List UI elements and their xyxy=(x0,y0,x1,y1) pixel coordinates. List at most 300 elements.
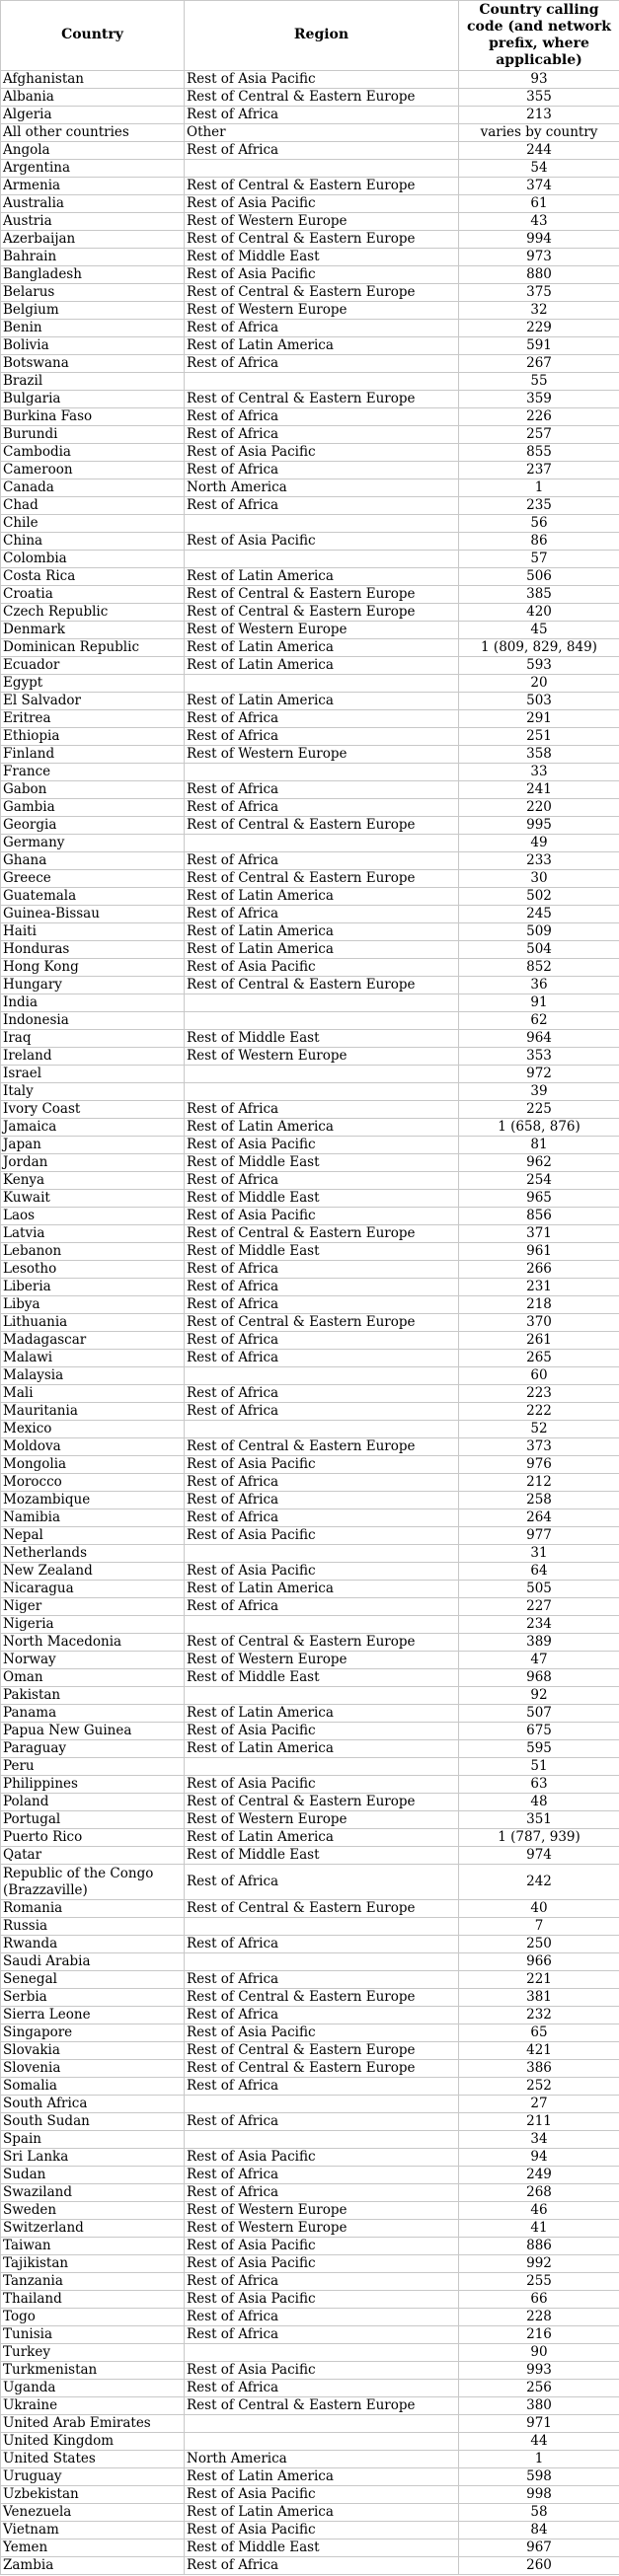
cell-country: Uruguay xyxy=(1,2468,185,2486)
table-row xyxy=(1,337,619,355)
table-row xyxy=(1,1296,619,1314)
table-row xyxy=(1,1669,619,1687)
cell-code: 257 xyxy=(459,426,619,444)
cell-code: 977 xyxy=(459,1527,619,1545)
table-row xyxy=(1,1367,619,1385)
cell-code: 233 xyxy=(459,852,619,870)
cell-code: 994 xyxy=(459,231,619,249)
cell-region: Rest of Africa xyxy=(185,2167,459,2184)
table-row xyxy=(1,1687,619,1705)
table-row xyxy=(1,462,619,479)
cell-region: Rest of Asia Pacific xyxy=(185,2024,459,2042)
cell-code: 61 xyxy=(459,195,619,213)
cell-country: North Macedonia xyxy=(1,1634,185,1652)
cell-country: Finland xyxy=(1,746,185,764)
cell-region: Rest of Africa xyxy=(185,1261,459,1279)
table-row xyxy=(1,977,619,994)
cell-region: Rest of Middle East xyxy=(185,1030,459,1048)
cell-country: Burundi xyxy=(1,426,185,444)
cell-country: Iraq xyxy=(1,1030,185,1048)
cell-region: Rest of Asia Pacific xyxy=(185,1137,459,1154)
cell-country: Thailand xyxy=(1,2291,185,2309)
cell-region: Rest of Middle East xyxy=(185,249,459,266)
cell-code: 93 xyxy=(459,71,619,89)
cell-code: 64 xyxy=(459,1563,619,1581)
cell-code: 964 xyxy=(459,1030,619,1048)
cell-region: Rest of Africa xyxy=(185,462,459,479)
cell-country: Croatia xyxy=(1,586,185,604)
cell-region: Rest of Asia Pacific xyxy=(185,195,459,213)
cell-code: 261 xyxy=(459,1332,619,1350)
cell-code: 66 xyxy=(459,2291,619,2309)
table-row xyxy=(1,1581,619,1598)
cell-code: 216 xyxy=(459,2326,619,2344)
cell-country: Portugal xyxy=(1,1811,185,1829)
cell-country: Guinea-Bissau xyxy=(1,906,185,923)
cell-region: Rest of Central & Eastern Europe xyxy=(185,817,459,835)
table-row xyxy=(1,1829,619,1847)
table-row xyxy=(1,1119,619,1137)
table-row xyxy=(1,444,619,462)
table-row xyxy=(1,2113,619,2131)
cell-code: 51 xyxy=(459,1758,619,1776)
cell-country: Germany xyxy=(1,835,185,852)
cell-country: Honduras xyxy=(1,941,185,959)
cell-region: Rest of Western Europe xyxy=(185,1048,459,1066)
cell-code: 852 xyxy=(459,959,619,977)
cell-region xyxy=(185,1687,459,1705)
table-row xyxy=(1,515,619,533)
cell-code: 373 xyxy=(459,1438,619,1456)
cell-code: 31 xyxy=(459,1545,619,1563)
cell-code: 260 xyxy=(459,2557,619,2575)
cell-region: Rest of Africa xyxy=(185,426,459,444)
cell-country: Latvia xyxy=(1,1225,185,1243)
cell-region: Rest of Western Europe xyxy=(185,2220,459,2238)
table-row xyxy=(1,2522,619,2539)
cell-code: 256 xyxy=(459,2380,619,2397)
cell-code: 91 xyxy=(459,994,619,1012)
cell-country: Mongolia xyxy=(1,1456,185,1474)
table-row xyxy=(1,1865,619,1900)
cell-code: 47 xyxy=(459,1652,619,1669)
cell-country: Ecuador xyxy=(1,657,185,675)
cell-code: 241 xyxy=(459,781,619,799)
table-row xyxy=(1,1438,619,1456)
cell-code: 880 xyxy=(459,266,619,284)
cell-region: Rest of Latin America xyxy=(185,568,459,586)
cell-country: Papua New Guinea xyxy=(1,1723,185,1740)
cell-country: Greece xyxy=(1,870,185,888)
cell-code: 370 xyxy=(459,1314,619,1332)
cell-country: South Africa xyxy=(1,2096,185,2113)
cell-region: Rest of Asia Pacific xyxy=(185,1208,459,1225)
cell-code: 55 xyxy=(459,373,619,391)
cell-country: Norway xyxy=(1,1652,185,1669)
cell-country: Spain xyxy=(1,2131,185,2149)
cell-country: Georgia xyxy=(1,817,185,835)
table-row xyxy=(1,1847,619,1865)
cell-code: 211 xyxy=(459,2113,619,2131)
cell-country: Burkina Faso xyxy=(1,408,185,426)
cell-region: Rest of Africa xyxy=(185,2007,459,2024)
cell-country: United Arab Emirates xyxy=(1,2415,185,2433)
table-row xyxy=(1,2397,619,2415)
cell-code: 998 xyxy=(459,2486,619,2504)
table-row xyxy=(1,2184,619,2202)
cell-country: Denmark xyxy=(1,622,185,639)
cell-code: 30 xyxy=(459,870,619,888)
table-row xyxy=(1,1953,619,1971)
table-row xyxy=(1,2291,619,2309)
cell-region: Rest of Middle East xyxy=(185,1243,459,1261)
table-row xyxy=(1,1936,619,1953)
table-row xyxy=(1,2220,619,2238)
cell-country: Lithuania xyxy=(1,1314,185,1332)
cell-code: 49 xyxy=(459,835,619,852)
cell-country: Ireland xyxy=(1,1048,185,1066)
cell-region xyxy=(185,1012,459,1030)
cell-region: Rest of Africa xyxy=(185,2557,459,2575)
table-row xyxy=(1,2380,619,2397)
cell-country: Nicaragua xyxy=(1,1581,185,1598)
table-row xyxy=(1,870,619,888)
cell-country: United States xyxy=(1,2451,185,2468)
cell-region: Rest of Asia Pacific xyxy=(185,1776,459,1794)
cell-region xyxy=(185,835,459,852)
cell-country: Liberia xyxy=(1,1279,185,1296)
cell-country: China xyxy=(1,533,185,551)
cell-region xyxy=(185,1758,459,1776)
cell-region: Rest of Africa xyxy=(185,1474,459,1492)
cell-country: Costa Rica xyxy=(1,568,185,586)
table-row xyxy=(1,1598,619,1616)
cell-code: 232 xyxy=(459,2007,619,2024)
cell-code: 355 xyxy=(459,89,619,107)
cell-region: Rest of Latin America xyxy=(185,1829,459,1847)
table-row xyxy=(1,391,619,408)
table-row xyxy=(1,906,619,923)
cell-country: Ghana xyxy=(1,852,185,870)
cell-code: 371 xyxy=(459,1225,619,1243)
cell-region: Rest of Central & Eastern Europe xyxy=(185,977,459,994)
table-row xyxy=(1,2326,619,2344)
cell-country: Mauritania xyxy=(1,1403,185,1421)
table-header xyxy=(1,1,619,71)
cell-country: Argentina xyxy=(1,160,185,178)
cell-country: Slovakia xyxy=(1,2042,185,2060)
cell-region xyxy=(185,2415,459,2433)
table-row xyxy=(1,1776,619,1794)
cell-region: Rest of Africa xyxy=(185,1296,459,1314)
table-row xyxy=(1,728,619,746)
cell-region: Rest of Central & Eastern Europe xyxy=(185,870,459,888)
cell-code: 84 xyxy=(459,2522,619,2539)
cell-country: Chad xyxy=(1,497,185,515)
cell-region: Rest of Africa xyxy=(185,906,459,923)
table-row xyxy=(1,1918,619,1936)
cell-code: 1 (809, 829, 849) xyxy=(459,639,619,657)
cell-code: 36 xyxy=(459,977,619,994)
cell-country: Gabon xyxy=(1,781,185,799)
cell-region: Rest of Central & Eastern Europe xyxy=(185,604,459,622)
cell-country: Indonesia xyxy=(1,1012,185,1030)
table-row xyxy=(1,568,619,586)
cell-region xyxy=(185,1367,459,1385)
cell-region xyxy=(185,2344,459,2362)
cell-country: Uzbekistan xyxy=(1,2486,185,2504)
cell-code: 502 xyxy=(459,888,619,906)
cell-country: Sri Lanka xyxy=(1,2149,185,2167)
table-row xyxy=(1,1172,619,1190)
cell-region: Rest of Africa xyxy=(185,1279,459,1296)
cell-region: Rest of Western Europe xyxy=(185,1811,459,1829)
cell-region: Rest of Latin America xyxy=(185,923,459,941)
cell-region: Rest of Central & Eastern Europe xyxy=(185,284,459,302)
cell-code: 1 (787, 939) xyxy=(459,1829,619,1847)
cell-code: 249 xyxy=(459,2167,619,2184)
table-row xyxy=(1,2309,619,2326)
cell-code: 962 xyxy=(459,1154,619,1172)
cell-code: 65 xyxy=(459,2024,619,2042)
cell-code: 221 xyxy=(459,1971,619,1989)
cell-country: Cameroon xyxy=(1,462,185,479)
cell-code: 967 xyxy=(459,2539,619,2557)
cell-code: 57 xyxy=(459,551,619,568)
table-row xyxy=(1,1332,619,1350)
cell-code: 505 xyxy=(459,1581,619,1598)
cell-region: Rest of Africa xyxy=(185,355,459,373)
table-row xyxy=(1,231,619,249)
cell-code: 86 xyxy=(459,533,619,551)
table-row xyxy=(1,2007,619,2024)
cell-region: Rest of Latin America xyxy=(185,1705,459,1723)
cell-region: Rest of Latin America xyxy=(185,1581,459,1598)
table-row xyxy=(1,2486,619,2504)
cell-region xyxy=(185,1421,459,1438)
cell-code: 504 xyxy=(459,941,619,959)
cell-country: Guatemala xyxy=(1,888,185,906)
table-row xyxy=(1,710,619,728)
cell-region: Rest of Central & Eastern Europe xyxy=(185,89,459,107)
table-row xyxy=(1,1101,619,1119)
table-row xyxy=(1,1137,619,1154)
table-row xyxy=(1,551,619,568)
cell-code: 598 xyxy=(459,2468,619,2486)
cell-code: 591 xyxy=(459,337,619,355)
table-row xyxy=(1,817,619,835)
cell-region: Rest of Central & Eastern Europe xyxy=(185,1900,459,1918)
table-row xyxy=(1,799,619,817)
cell-code: 353 xyxy=(459,1048,619,1066)
cell-region: Rest of Central & Eastern Europe xyxy=(185,586,459,604)
cell-code: 1 xyxy=(459,479,619,497)
cell-code: 54 xyxy=(459,160,619,178)
cell-region: Rest of Africa xyxy=(185,2273,459,2291)
cell-code: 231 xyxy=(459,1279,619,1296)
table-row xyxy=(1,107,619,124)
cell-code: 389 xyxy=(459,1634,619,1652)
cell-region: Rest of Africa xyxy=(185,2184,459,2202)
cell-region: Rest of Asia Pacific xyxy=(185,71,459,89)
cell-country: Paraguay xyxy=(1,1740,185,1758)
cell-country: Russia xyxy=(1,1918,185,1936)
cell-country: Nigeria xyxy=(1,1616,185,1634)
cell-region: Rest of Middle East xyxy=(185,1847,459,1865)
cell-country: Saudi Arabia xyxy=(1,1953,185,1971)
cell-code: 965 xyxy=(459,1190,619,1208)
table-row xyxy=(1,852,619,870)
cell-region: Rest of Latin America xyxy=(185,941,459,959)
table-row xyxy=(1,1616,619,1634)
cell-code: 222 xyxy=(459,1403,619,1421)
cell-region: Rest of Asia Pacific xyxy=(185,2291,459,2309)
cell-region: Rest of Western Europe xyxy=(185,622,459,639)
cell-country: Azerbaijan xyxy=(1,231,185,249)
cell-region: Rest of Asia Pacific xyxy=(185,533,459,551)
cell-country: Turkmenistan xyxy=(1,2362,185,2380)
table-row xyxy=(1,355,619,373)
cell-country: Kuwait xyxy=(1,1190,185,1208)
table-row xyxy=(1,2060,619,2078)
cell-code: 48 xyxy=(459,1794,619,1811)
cell-code: 220 xyxy=(459,799,619,817)
cell-code: 245 xyxy=(459,906,619,923)
cell-country: Puerto Rico xyxy=(1,1829,185,1847)
cell-region: Rest of Africa xyxy=(185,1936,459,1953)
cell-region: Rest of Latin America xyxy=(185,2468,459,2486)
table-row xyxy=(1,923,619,941)
cell-code: 46 xyxy=(459,2202,619,2220)
table-row xyxy=(1,2096,619,2113)
cell-region xyxy=(185,515,459,533)
cell-code: 385 xyxy=(459,586,619,604)
cell-region: Rest of Western Europe xyxy=(185,2202,459,2220)
cell-country: Singapore xyxy=(1,2024,185,2042)
cell-region: Rest of Africa xyxy=(185,1101,459,1119)
table-row xyxy=(1,2433,619,2451)
cell-code: 229 xyxy=(459,320,619,337)
cell-country: Albania xyxy=(1,89,185,107)
cell-code: 856 xyxy=(459,1208,619,1225)
table-row xyxy=(1,1314,619,1332)
cell-region xyxy=(185,373,459,391)
cell-region xyxy=(185,1953,459,1971)
cell-country: Malaysia xyxy=(1,1367,185,1385)
cell-code: 359 xyxy=(459,391,619,408)
cell-region: Rest of Latin America xyxy=(185,2504,459,2522)
table-row xyxy=(1,1030,619,1048)
cell-region xyxy=(185,2433,459,2451)
cell-region: Rest of Asia Pacific xyxy=(185,2486,459,2504)
cell-region: Rest of Middle East xyxy=(185,1154,459,1172)
table-row xyxy=(1,1652,619,1669)
cell-code: 503 xyxy=(459,693,619,710)
table-row xyxy=(1,781,619,799)
cell-code: 972 xyxy=(459,1066,619,1083)
cell-code: 966 xyxy=(459,1953,619,1971)
cell-region: Rest of Middle East xyxy=(185,1190,459,1208)
cell-country: Haiti xyxy=(1,923,185,941)
table-row xyxy=(1,622,619,639)
cell-country: Afghanistan xyxy=(1,71,185,89)
cell-code: 225 xyxy=(459,1101,619,1119)
table-row xyxy=(1,2042,619,2060)
cell-region: Rest of Asia Pacific xyxy=(185,1723,459,1740)
cell-country: Kenya xyxy=(1,1172,185,1190)
cell-region: Rest of Africa xyxy=(185,497,459,515)
table-row xyxy=(1,284,619,302)
cell-code: 58 xyxy=(459,2504,619,2522)
cell-region: Rest of Africa xyxy=(185,1509,459,1527)
cell-country: Togo xyxy=(1,2309,185,2326)
cell-region xyxy=(185,764,459,781)
table-row xyxy=(1,1811,619,1829)
table-row xyxy=(1,1190,619,1208)
cell-country: Mozambique xyxy=(1,1492,185,1509)
cell-region: Rest of Africa xyxy=(185,852,459,870)
cell-code: 227 xyxy=(459,1598,619,1616)
table-row xyxy=(1,2273,619,2291)
cell-code: 595 xyxy=(459,1740,619,1758)
cell-code: 7 xyxy=(459,1918,619,1936)
cell-code: 1 xyxy=(459,2451,619,2468)
cell-code: 237 xyxy=(459,462,619,479)
table-row xyxy=(1,1012,619,1030)
cell-country: Zambia xyxy=(1,2557,185,2575)
cell-code: 32 xyxy=(459,302,619,320)
cell-code: 267 xyxy=(459,355,619,373)
cell-code: 675 xyxy=(459,1723,619,1740)
table-row xyxy=(1,160,619,178)
cell-country: Brazil xyxy=(1,373,185,391)
cell-country: Mali xyxy=(1,1385,185,1403)
table-row xyxy=(1,2468,619,2486)
header-calling-code: Country calling code (and network prefix, where applicable) xyxy=(459,1,619,71)
cell-country: Gambia xyxy=(1,799,185,817)
cell-code: 43 xyxy=(459,213,619,231)
cell-region: Rest of Latin America xyxy=(185,639,459,657)
cell-region: Rest of Africa xyxy=(185,2309,459,2326)
cell-region: Rest of Central & Eastern Europe xyxy=(185,1634,459,1652)
cell-code: 976 xyxy=(459,1456,619,1474)
cell-code: 213 xyxy=(459,107,619,124)
cell-region: Rest of Central & Eastern Europe xyxy=(185,391,459,408)
cell-code: 268 xyxy=(459,2184,619,2202)
cell-country: Ukraine xyxy=(1,2397,185,2415)
cell-country: Poland xyxy=(1,1794,185,1811)
cell-country: Laos xyxy=(1,1208,185,1225)
cell-country: Czech Republic xyxy=(1,604,185,622)
cell-region: Rest of Central & Eastern Europe xyxy=(185,1989,459,2007)
cell-region: Rest of Western Europe xyxy=(185,1652,459,1669)
cell-code: 226 xyxy=(459,408,619,426)
cell-region: Rest of Asia Pacific xyxy=(185,1456,459,1474)
cell-code: 258 xyxy=(459,1492,619,1509)
table-row xyxy=(1,639,619,657)
cell-code: 992 xyxy=(459,2255,619,2273)
cell-code: 593 xyxy=(459,657,619,675)
cell-country: Bulgaria xyxy=(1,391,185,408)
cell-code: 855 xyxy=(459,444,619,462)
table-row xyxy=(1,408,619,426)
cell-code: 56 xyxy=(459,515,619,533)
table-row xyxy=(1,71,619,89)
cell-region: Rest of Western Europe xyxy=(185,746,459,764)
cell-region: Rest of Africa xyxy=(185,1865,459,1900)
cell-country: India xyxy=(1,994,185,1012)
cell-country: Somalia xyxy=(1,2078,185,2096)
